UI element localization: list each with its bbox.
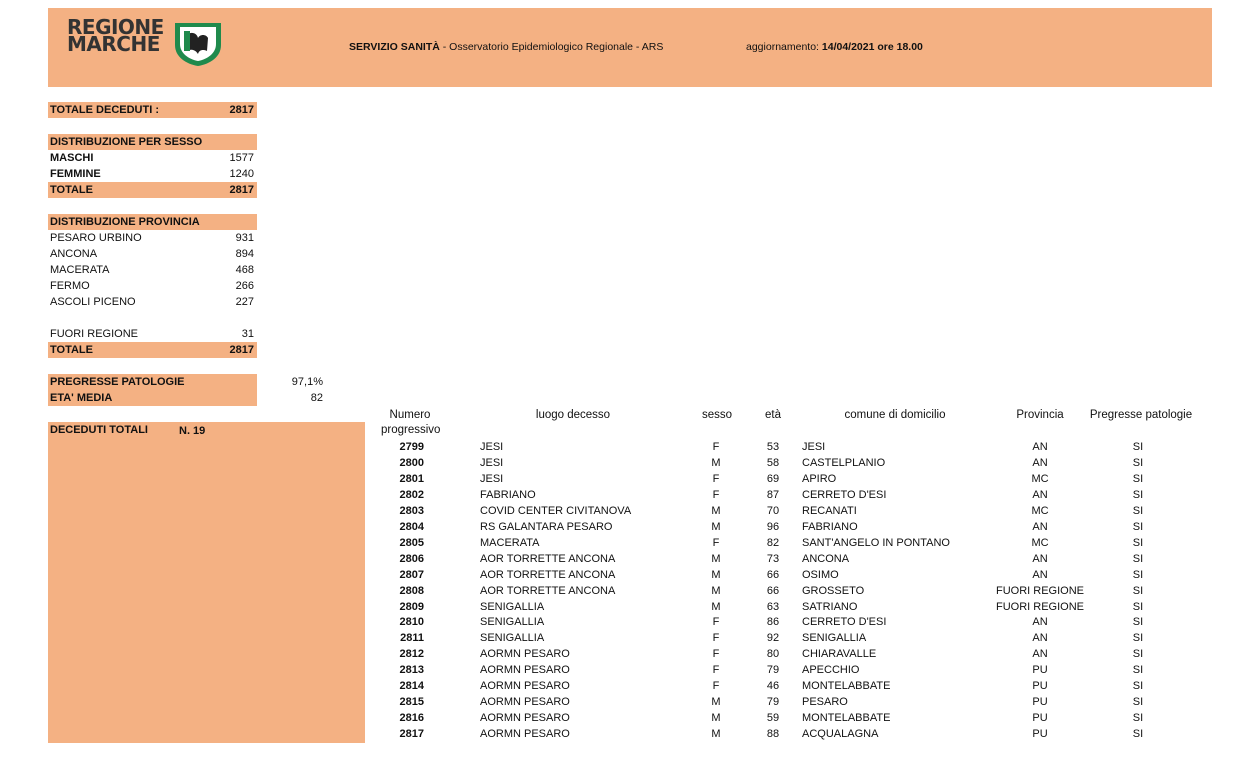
- col-header-patologie: Pregresse patologie: [1089, 409, 1193, 421]
- sesso-value: 1577: [229, 152, 254, 164]
- col-header-luogo: luogo decesso: [535, 409, 611, 421]
- row-provincia: AN: [1032, 568, 1048, 581]
- row-provincia: AN: [1032, 552, 1048, 565]
- row-provincia: MC: [1031, 536, 1049, 549]
- fuori-regione-row: [48, 326, 257, 342]
- row-comune: CERRETO D'ESI: [802, 488, 887, 501]
- table-row: [380, 519, 1200, 535]
- row-patologie: SI: [1132, 441, 1144, 453]
- row-eta: 66: [766, 584, 780, 597]
- row-comune: OSIMO: [802, 568, 839, 581]
- row-patologie: SI: [1132, 520, 1144, 533]
- provincia-value: 227: [235, 296, 254, 308]
- row-sesso: F: [712, 536, 720, 549]
- row-luogo: SENIGALLIA: [480, 616, 545, 629]
- row-sesso: M: [711, 568, 721, 581]
- row-sesso: F: [712, 472, 720, 485]
- row-eta: 53: [766, 441, 780, 453]
- row-comune: GROSSETO: [802, 584, 865, 597]
- row-sesso: M: [711, 504, 721, 517]
- row-comune: CASTELPLANIO: [802, 456, 886, 469]
- row-provincia: AN: [1032, 616, 1048, 629]
- row-eta: 86: [766, 616, 780, 629]
- provincia-value: 266: [235, 280, 254, 292]
- row-sesso: M: [711, 712, 721, 725]
- row-eta: 92: [766, 632, 780, 645]
- row-luogo: SENIGALLIA: [480, 600, 545, 613]
- row-eta: 70: [766, 504, 780, 517]
- row-numero: 2813: [399, 664, 424, 677]
- row-numero: 2808: [399, 584, 424, 597]
- provincia-row: [48, 278, 257, 294]
- regione-marche-logo: [67, 15, 164, 56]
- table-row: [380, 583, 1200, 599]
- row-luogo: JESI: [480, 441, 504, 453]
- provincia-label: PESARO URBINO: [50, 232, 142, 244]
- sesso-title: DISTRIBUZIONE PER SESSO: [50, 136, 203, 148]
- row-eta: 73: [766, 552, 780, 565]
- deceduti-totali-block: [48, 422, 365, 743]
- col-header-numero-line1: Numero: [389, 409, 431, 421]
- row-provincia: AN: [1032, 441, 1048, 453]
- provincia-label: ASCOLI PICENO: [50, 296, 136, 308]
- service-title: [349, 41, 663, 53]
- row-luogo: AORMN PESARO: [480, 712, 570, 725]
- row-luogo: JESI: [480, 472, 504, 485]
- row-provincia: FUORI REGIONE: [995, 584, 1084, 597]
- fuori-regione-label: FUORI REGIONE: [50, 328, 139, 340]
- row-sesso: M: [711, 600, 721, 613]
- row-patologie: SI: [1132, 584, 1144, 597]
- row-eta: 82: [766, 536, 780, 549]
- row-patologie: SI: [1132, 504, 1144, 517]
- sesso-row-maschi: [48, 150, 257, 166]
- col-header-comune: comune di domicilio: [844, 409, 946, 421]
- provincia-row: [48, 262, 257, 278]
- row-numero: 2802: [399, 488, 424, 501]
- eta-media-bar: [48, 390, 257, 406]
- row-luogo: JESI: [480, 456, 504, 469]
- row-eta: 63: [766, 600, 780, 613]
- row-eta: 88: [766, 728, 780, 741]
- provincia-value: 894: [235, 248, 254, 260]
- table-row: [380, 678, 1200, 694]
- col-header-numero-line2: progressivo: [381, 424, 441, 436]
- row-sesso: F: [712, 664, 720, 677]
- row-eta: 80: [766, 648, 780, 661]
- sesso-value: 1240: [229, 168, 254, 180]
- col-header-provincia: Provincia: [1016, 409, 1064, 421]
- totale-deceduti-value: 2817: [229, 104, 254, 116]
- logo-line-2: MARCHE: [67, 32, 160, 56]
- row-numero: 2810: [399, 616, 424, 629]
- row-luogo: COVID CENTER CIVITANOVA: [480, 504, 632, 517]
- row-provincia: PU: [1032, 712, 1048, 725]
- totale-deceduti-bar: [48, 102, 257, 118]
- update-info: [746, 41, 923, 53]
- sesso-total-value: 2817: [229, 184, 254, 196]
- deceduti-totali-label: DECEDUTI TOTALI: [50, 424, 148, 436]
- row-comune: APIRO: [802, 472, 837, 485]
- row-provincia: PU: [1032, 664, 1048, 677]
- row-sesso: F: [712, 616, 720, 629]
- report-header: [48, 8, 1212, 87]
- provincia-row: [48, 246, 257, 262]
- row-comune: MONTELABBATE: [802, 712, 891, 725]
- row-numero: 2816: [399, 712, 424, 725]
- table-row: [380, 535, 1200, 551]
- provincia-total-label: TOTALE: [50, 344, 93, 356]
- table-row: [380, 455, 1200, 471]
- row-numero: 2800: [399, 456, 424, 469]
- row-numero: 2804: [399, 520, 424, 533]
- row-numero: 2809: [399, 600, 424, 613]
- provincia-total-value: 2817: [229, 344, 254, 356]
- row-luogo: MACERATA: [480, 536, 540, 549]
- row-provincia: PU: [1032, 696, 1048, 709]
- row-sesso: F: [712, 441, 720, 453]
- row-provincia: MC: [1031, 472, 1049, 485]
- marche-emblem-icon: [173, 21, 223, 70]
- row-comune: SENIGALLIA: [802, 632, 867, 645]
- provincia-row: [48, 294, 257, 310]
- row-eta: 59: [766, 712, 780, 725]
- fuori-regione-value: 31: [241, 328, 254, 340]
- row-eta: 79: [766, 664, 780, 677]
- row-patologie: SI: [1132, 696, 1144, 709]
- eta-media-label: ETA' MEDIA: [50, 392, 113, 404]
- table-row: [380, 487, 1200, 503]
- row-sesso: M: [711, 520, 721, 533]
- row-luogo: AOR TORRETTE ANCONA: [480, 552, 616, 565]
- row-sesso: M: [711, 584, 721, 597]
- row-comune: SATRIANO: [802, 600, 858, 613]
- row-provincia: AN: [1032, 456, 1048, 469]
- row-numero: 2807: [399, 568, 424, 581]
- sesso-total-bar: [48, 182, 257, 198]
- table-row: [380, 726, 1200, 742]
- row-provincia: AN: [1032, 648, 1048, 661]
- row-patologie: SI: [1132, 472, 1144, 485]
- pregresse-patologie-bar: [48, 374, 257, 390]
- row-patologie: SI: [1132, 728, 1144, 741]
- col-header-numero: [381, 408, 439, 438]
- row-comune: APECCHIO: [802, 664, 860, 677]
- row-provincia: PU: [1032, 680, 1048, 693]
- table-row: [380, 710, 1200, 726]
- row-sesso: F: [712, 680, 720, 693]
- table-row: [380, 599, 1200, 615]
- service-subtitle: - Osservatorio Epidemiologico Regionale - ARS: [439, 41, 664, 53]
- row-numero: 2812: [399, 648, 424, 661]
- table-row: [380, 630, 1200, 646]
- row-patologie: SI: [1132, 648, 1144, 661]
- provincia-label: MACERATA: [50, 264, 110, 276]
- row-eta: 66: [766, 568, 780, 581]
- pregresse-patologie-value: 97,1%: [291, 376, 323, 388]
- row-sesso: F: [712, 648, 720, 661]
- row-comune: SANT'ANGELO IN PONTANO: [802, 536, 950, 549]
- table-row: [380, 646, 1200, 662]
- table-row: [380, 439, 1200, 455]
- row-eta: 46: [766, 680, 780, 693]
- table-row: [380, 503, 1200, 519]
- row-patologie: SI: [1132, 664, 1144, 677]
- row-numero: 2814: [399, 680, 424, 693]
- row-sesso: M: [711, 696, 721, 709]
- row-patologie: SI: [1132, 712, 1144, 725]
- row-patologie: SI: [1132, 600, 1144, 613]
- col-header-sesso: sesso: [701, 409, 733, 421]
- table-row: [380, 662, 1200, 678]
- provincia-title: DISTRIBUZIONE PROVINCIA: [50, 216, 200, 228]
- provincia-value: 931: [235, 232, 254, 244]
- row-sesso: M: [711, 456, 721, 469]
- row-luogo: AORMN PESARO: [480, 664, 570, 677]
- row-luogo: AORMN PESARO: [480, 680, 570, 693]
- pregresse-patologie-label: PREGRESSE PATOLOGIE: [50, 376, 185, 388]
- provincia-value: 468: [235, 264, 254, 276]
- row-comune: JESI: [802, 441, 826, 453]
- provincia-label: FERMO: [50, 280, 90, 292]
- provincia-label: ANCONA: [50, 248, 98, 260]
- provincia-total-bar: [48, 342, 257, 358]
- row-sesso: F: [712, 632, 720, 645]
- row-patologie: SI: [1132, 568, 1144, 581]
- row-comune: ACQUALAGNA: [802, 728, 879, 741]
- row-luogo: AORMN PESARO: [480, 648, 570, 661]
- row-numero: 2806: [399, 552, 424, 565]
- row-provincia: AN: [1032, 520, 1048, 533]
- row-provincia: AN: [1032, 632, 1048, 645]
- row-eta: 58: [766, 456, 780, 469]
- row-patologie: SI: [1132, 456, 1144, 469]
- row-eta: 87: [766, 488, 780, 501]
- row-numero: 2815: [399, 696, 424, 709]
- logo-line-1: REGIONE: [67, 15, 164, 39]
- row-luogo: AORMN PESARO: [480, 696, 570, 709]
- row-eta: 79: [766, 696, 780, 709]
- row-comune: MONTELABBATE: [802, 680, 891, 693]
- sesso-row-femmine: [48, 166, 257, 182]
- totale-deceduti-label: TOTALE DECEDUTI :: [50, 104, 159, 116]
- row-comune: FABRIANO: [802, 520, 858, 533]
- row-patologie: SI: [1132, 632, 1144, 645]
- row-comune: CHIARAVALLE: [802, 648, 877, 661]
- update-value: 14/04/2021 ore 18.00: [821, 41, 923, 53]
- sesso-label: FEMMINE: [50, 168, 101, 180]
- update-label: aggiornamento:: [746, 41, 822, 53]
- deceduti-totali-count: N. 19: [179, 425, 206, 437]
- row-provincia: PU: [1032, 728, 1048, 741]
- row-provincia: MC: [1031, 504, 1049, 517]
- row-patologie: SI: [1132, 488, 1144, 501]
- row-numero: 2801: [399, 472, 424, 485]
- row-luogo: AORMN PESARO: [480, 728, 570, 741]
- provincia-section-title: [48, 214, 257, 230]
- row-provincia: FUORI REGIONE: [995, 600, 1084, 613]
- row-comune: RECANATI: [802, 504, 857, 517]
- row-patologie: SI: [1132, 536, 1144, 549]
- row-numero: 2803: [399, 504, 424, 517]
- service-name: SERVIZIO SANITÀ: [349, 41, 440, 53]
- table-row: [380, 567, 1200, 583]
- sesso-total-label: TOTALE: [50, 184, 93, 196]
- row-provincia: AN: [1032, 488, 1048, 501]
- row-numero: 2811: [400, 632, 424, 645]
- row-luogo: FABRIANO: [480, 488, 536, 501]
- row-sesso: F: [712, 488, 720, 501]
- table-row: [380, 694, 1200, 710]
- row-sesso: M: [711, 552, 721, 565]
- row-comune: PESARO: [802, 696, 848, 709]
- row-luogo: AOR TORRETTE ANCONA: [480, 584, 616, 597]
- row-eta: 96: [766, 520, 780, 533]
- table-row: [380, 471, 1200, 487]
- row-patologie: SI: [1132, 680, 1144, 693]
- row-sesso: M: [711, 728, 721, 741]
- row-patologie: SI: [1132, 616, 1144, 629]
- row-patologie: SI: [1132, 552, 1144, 565]
- col-header-eta: età: [765, 409, 781, 421]
- row-eta: 69: [766, 472, 780, 485]
- table-row: [380, 614, 1200, 630]
- provincia-row: [48, 230, 257, 246]
- row-comune: ANCONA: [802, 552, 850, 565]
- row-numero: 2805: [399, 536, 424, 549]
- table-row: [380, 551, 1200, 567]
- sesso-section-title: [48, 134, 257, 150]
- row-numero: 2817: [399, 728, 424, 741]
- sesso-label: MASCHI: [50, 152, 94, 164]
- row-luogo: SENIGALLIA: [480, 632, 545, 645]
- eta-media-value: 82: [310, 392, 323, 404]
- row-luogo: RS GALANTARA PESARO: [480, 520, 613, 533]
- row-comune: CERRETO D'ESI: [802, 616, 887, 629]
- row-numero: 2799: [399, 441, 424, 453]
- row-luogo: AOR TORRETTE ANCONA: [480, 568, 616, 581]
